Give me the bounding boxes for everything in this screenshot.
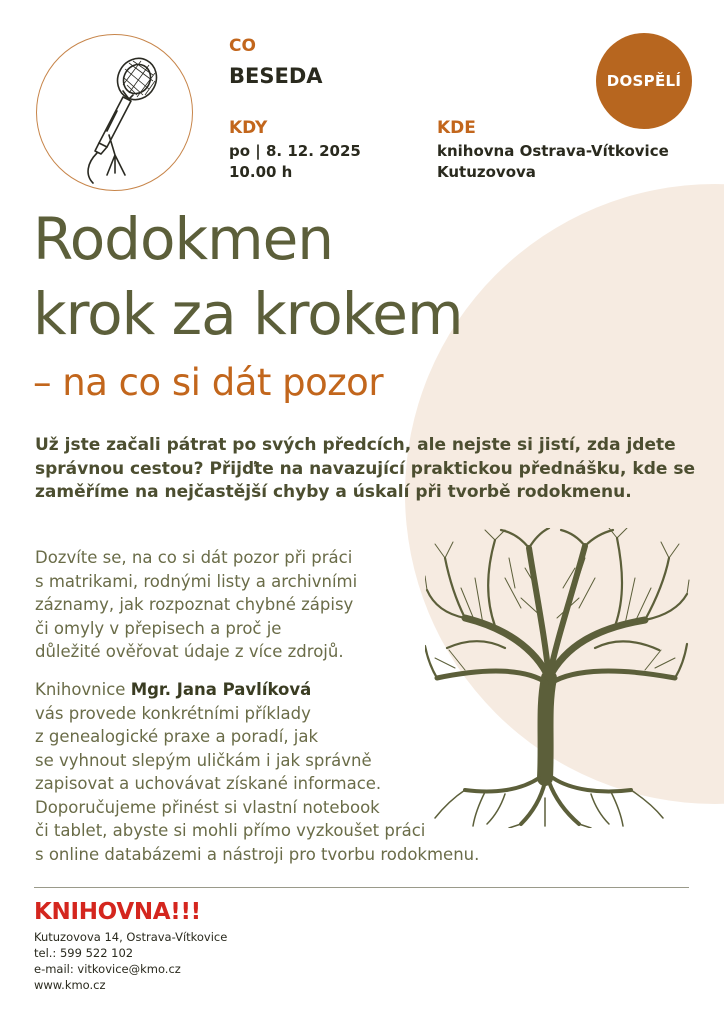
body2-line: z genealogické praxe a poradí, jak (35, 727, 319, 746)
body2-line (35, 678, 479, 702)
footer-email: e-mail: vitkovice@kmo.cz (34, 962, 181, 976)
body1-line: záznamy, jak rozpoznat chybné zápisy (35, 595, 354, 614)
event-place: knihovna Ostrava-Vítkovice (437, 142, 669, 160)
when-label: KDY (229, 118, 268, 138)
footer-web: www.kmo.cz (34, 978, 106, 992)
microphone-badge (36, 34, 193, 191)
body2-line: se vyhnout slepým uličkám i jak správně (35, 750, 372, 770)
title-line-1: Rodokmen (33, 205, 334, 273)
body-paragraph-1 (35, 546, 357, 664)
title-line-2: krok za krokem (33, 280, 463, 348)
body1-line: Dozvíte se, na co si dát pozor při práci (35, 548, 353, 567)
body1-line: s matrikami, rodnými listy a archivními (35, 571, 358, 591)
event-time: 10.00 h (229, 163, 293, 181)
body2-line: s online databázemi a nástroji pro tvorbu rodokmenu. (35, 844, 480, 864)
speaker-name: Mgr. Jana Pavlíková (130, 680, 312, 699)
library-logo: KNIHOVNA!!! (34, 899, 201, 925)
footer-address: Kutuzovova 14, Ostrava-Vítkovice (34, 930, 228, 944)
audience-badge: DOSPĚLÍ (596, 33, 692, 129)
body2-line: vás provede konkrétními příklady (35, 703, 311, 723)
where-label: KDE (437, 118, 476, 138)
body1-line: důležité ověřovat údaje z více zdrojů. (35, 642, 344, 661)
body1-line: či omyly v přepisech a proč je (35, 618, 282, 638)
event-type: BESEDA (229, 64, 323, 88)
subtitle: – na co si dát pozor (33, 361, 384, 404)
what-label: CO (229, 36, 256, 56)
body2-line: zapisovat a uchovávat získané informace. (35, 774, 382, 793)
body-paragraph-2 (35, 678, 479, 866)
microphone-icon (37, 35, 194, 192)
footer-phone: tel.: 599 522 102 (34, 946, 134, 960)
tree-icon (425, 528, 690, 828)
body2-line: či tablet, abyste si mohli přímo vyzkoušet práci (35, 821, 426, 840)
event-date: po | 8. 12. 2025 (229, 142, 361, 160)
event-street: Kutuzovova (437, 163, 536, 181)
body2-line: Doporučujeme přinést si vlastní notebook (35, 797, 380, 817)
footer-divider (34, 887, 689, 888)
lead-paragraph: Už jste začali pátrat po svých předcích, ale nejste si jistí, zda jdete správnou cestou? Přijďte na navazující praktickou přednášku, kde se zaměříme na nejčastější chyby a úskalí při tvorbě rodokmenu. (35, 435, 695, 502)
body2-intro: Knihovnice (35, 680, 131, 699)
